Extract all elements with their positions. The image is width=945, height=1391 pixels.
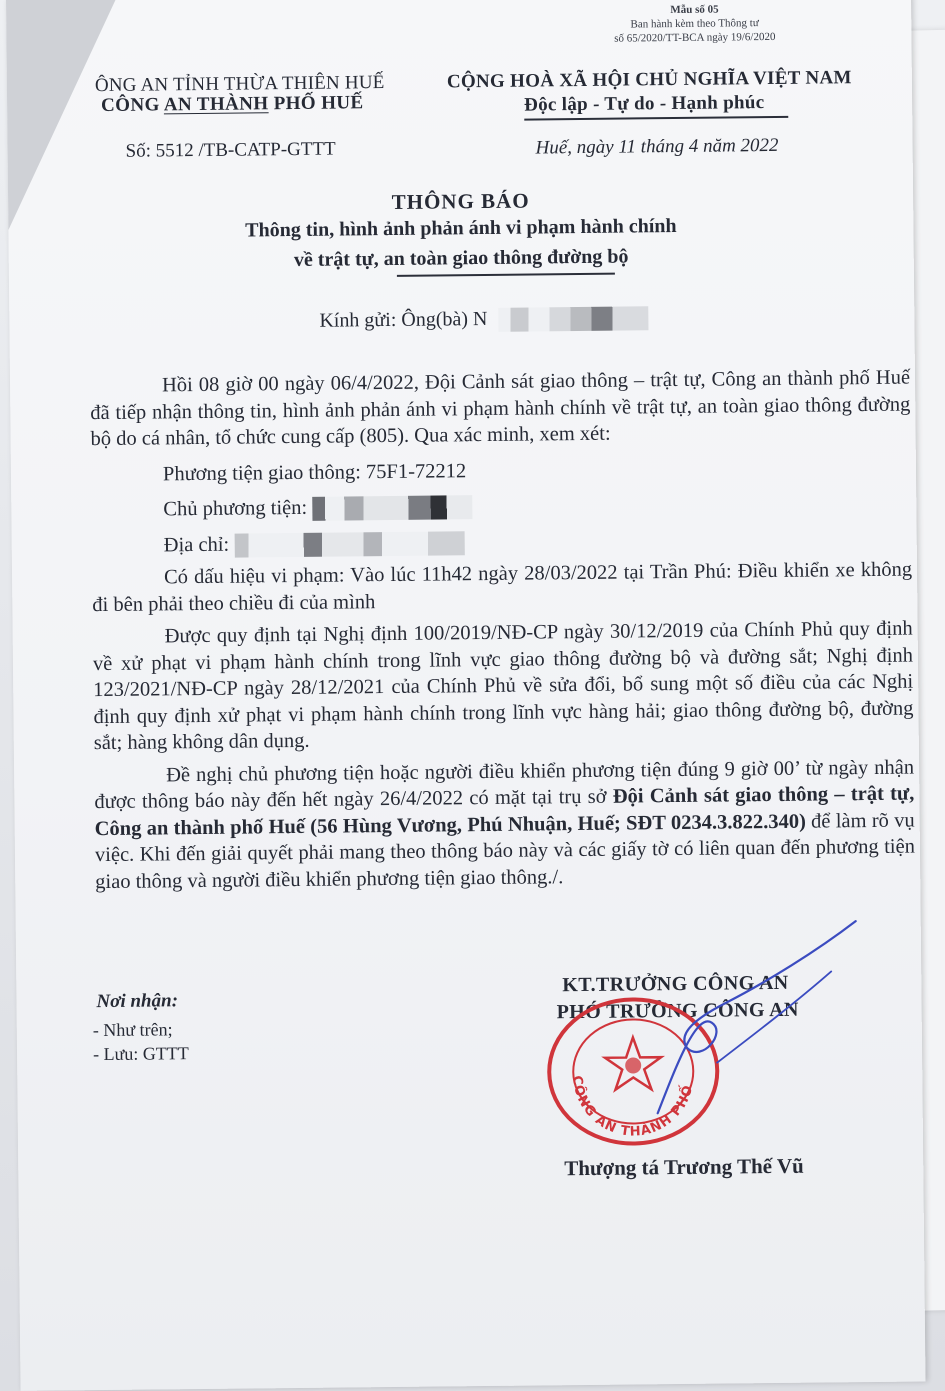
agency-unit-prefix: CÔNG xyxy=(101,94,164,117)
document-date: Huế, ngày 11 tháng 4 năm 2022 xyxy=(535,134,779,159)
legal-basis-text: Được quy định tại Nghị định 100/2019/NĐ-CP ngày 30/12/2019 của Chính Phủ quy định về xử phạt vi phạm hành chính trong lĩnh vực giao thông đường bộ và đường sắt; Nghị định 123/2021/NĐ-CP ngày 28/12/2021 của Chính Phủ về sửa đổi, bổ sung một số điều của các Nghị định quy định xử phạt vi phạm hành chính trong lĩnh vực hàng hải; giao thông đường bộ, đường sắt; hàng không dân dụng. xyxy=(92,617,914,755)
signature-stroke-secondary xyxy=(716,971,832,1062)
notice-body xyxy=(90,365,915,896)
document-title: THÔNG BÁO xyxy=(391,188,530,214)
document-subtitle-1: Thông tin, hình ảnh phản ánh vi phạm hành chính xyxy=(245,214,677,242)
violation-text: Có dấu hiệu vi phạm: Vào lúc 11h42 ngày 28/03/2022 tại Trần Phú: Điều khiển xe không đi bên phải theo chiều đi của mình xyxy=(92,558,913,616)
seal-text-path: CÔNG AN THÀNH PHỐ xyxy=(569,1074,697,1140)
redacted-address xyxy=(234,531,464,557)
nation-name: CỘNG HOÀ XÃ HỘI CHỦ NGHĨA VIỆT NAM xyxy=(446,67,852,93)
agency-unit-underlined: AN THÀNH xyxy=(163,93,269,116)
agency-unit-suffix: PHỐ HUẾ xyxy=(268,92,364,115)
nation-motto: Độc lập - Tự do - Hạnh phúc xyxy=(524,92,765,116)
owner-label: Chủ phương tiện: xyxy=(163,496,313,521)
owner-line xyxy=(91,489,911,524)
body-intro: Hồi 08 giờ 00 ngày 06/4/2022, Đội Cảnh sát giao thông – trật tự, Công an thành phố Huế đã tiếp nhận thông tin, hình ảnh phản ánh vi phạm hành chính về trật tự, an toàn giao thông đường bộ do cá nhân, tổ chức cung cấp (805). Qua xác minh, xem xét: xyxy=(90,366,911,451)
redacted-name xyxy=(498,307,648,333)
document-subtitle-2: về trật tự, an toàn giao thông đường bộ xyxy=(293,245,629,271)
request-part-1: Đề nghị chủ phương tiện hoặc người điều khiển phương tiện đúng 9 giờ 00’ từ ngày nhận được thông báo này đến hết ngày 26/4/2022 có mặt tại trụ sở xyxy=(94,756,915,814)
recipient-item: - Như trên; xyxy=(92,1019,173,1041)
redacted-owner xyxy=(312,495,472,521)
form-circular: số 65/2020/TT-BCA ngày 19/6/2020 xyxy=(614,30,776,45)
address-label: Địa chỉ: xyxy=(163,533,235,556)
request-part-2: để làm rõ vụ việc. Khi đến giải quyết phải mang theo thông báo này và các giấy tờ có liên quan đến phương tiện giao thông và người điều khiển phương tiện giao thông./. xyxy=(94,809,916,893)
request-text xyxy=(94,754,915,895)
signature-stroke-main xyxy=(656,921,858,1113)
recipients-title: Nơi nhận: xyxy=(96,990,179,1013)
recipient-line xyxy=(319,306,648,334)
agency-parent: ÔNG AN TỈNH THỪA THIÊN HUẾ xyxy=(94,72,385,97)
document-number: Số: 5512 /TB-CATP-GTTT xyxy=(125,138,336,162)
signature-title: PHÓ TRƯỞNG CÔNG AN xyxy=(556,998,799,1024)
title-underline xyxy=(397,273,615,277)
document-page xyxy=(6,0,926,1391)
recipient-label: Kính gửi: Ông(bà) N xyxy=(319,307,488,332)
agency-unit xyxy=(101,92,364,117)
vehicle-line: Phương tiện giao thông: 75F1-72212 xyxy=(162,459,467,485)
form-number: Mẫu số 05 xyxy=(670,3,719,17)
signature-authority: KT.TRƯỞNG CÔNG AN xyxy=(562,971,789,997)
request-office: Đội Cảnh sát giao thông – trật tự, Công an thành phố Huế (56 Hùng Vương, Phú Nhuận, Huế; SĐT 0234.3.822.340) xyxy=(94,782,915,840)
recipient-item: - Lưu: GTTT xyxy=(92,1043,189,1065)
handwritten-signature xyxy=(616,911,878,1124)
motto-underline xyxy=(524,116,788,120)
signer-name: Thượng tá Trương Thế Vũ xyxy=(564,1153,804,1181)
form-issued-with: Ban hành kèm theo Thông tư xyxy=(630,17,759,31)
form-reference-note xyxy=(614,2,776,46)
